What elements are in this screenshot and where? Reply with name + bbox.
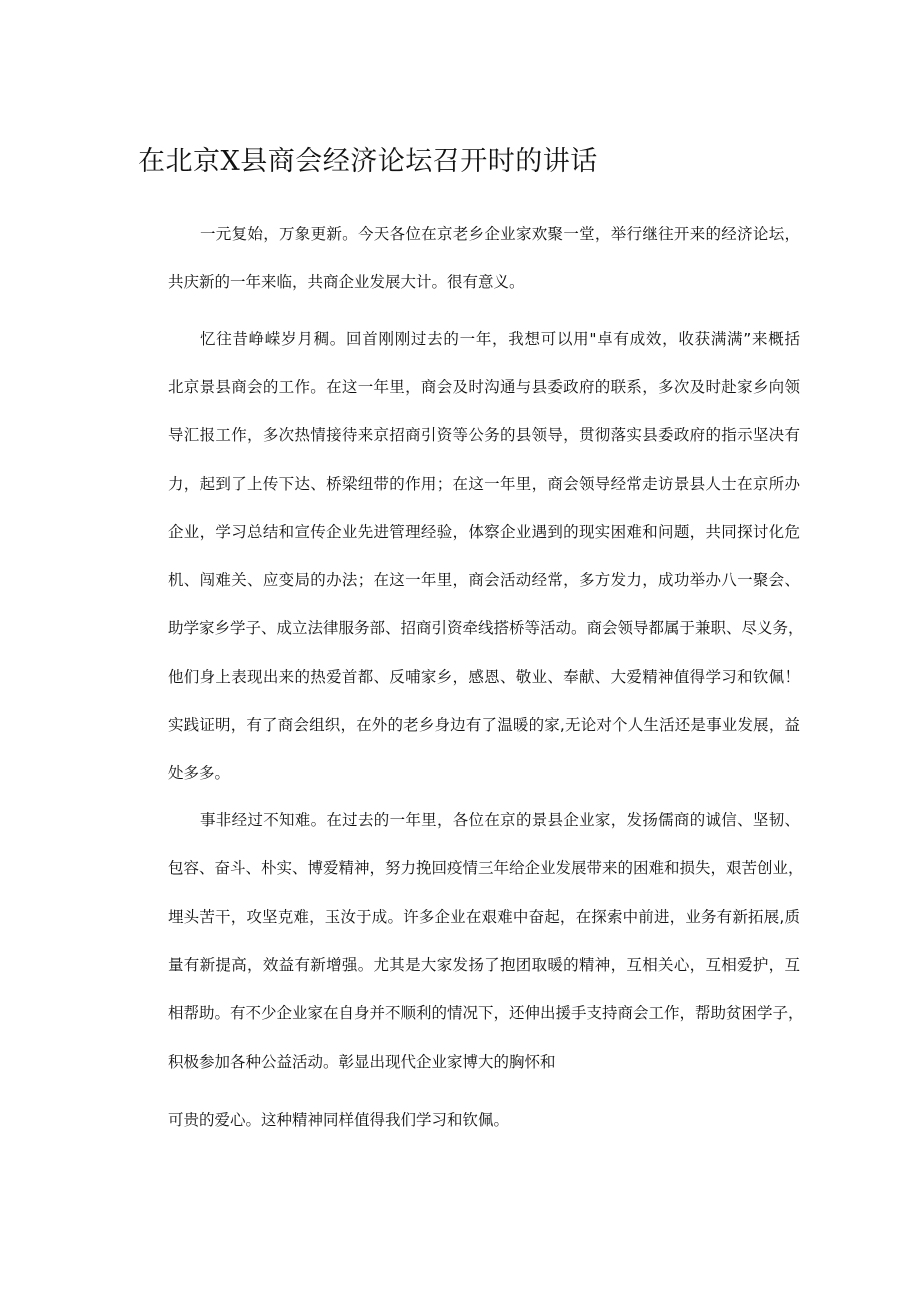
text-line: 可贵的爱心。这种精神同样值得我们学习和钦佩。 bbox=[168, 1111, 510, 1129]
text-line: 事非经过不知难。在过去的一年里，各位在京的景县企业家，发扬儒商的诚信、坚韧、 bbox=[200, 811, 800, 829]
text-line: 助学家乡学子、成立法律服务部、招商引资牵线搭桥等活动。商会领导都属于兼职、尽义务， bbox=[168, 619, 804, 637]
text-line: 机、闯难关、应变局的办法；在这一年里，商会活动经常，多方发力，成功举办八一聚会、 bbox=[168, 571, 800, 589]
text-line: 导汇报工作，多次热情接待来京招商引资等公务的县领导，贯彻落实县委政府的指示坚决有 bbox=[168, 426, 800, 444]
page-title: 在北京X县商会经济论坛召开时的讲话 bbox=[138, 146, 598, 177]
text-line: 处多多。 bbox=[168, 764, 231, 782]
text-line: 忆往昔峥嵘岁月稠。回首刚刚过去的一年，我想可以用"卓有成效，收获满满”来概括 bbox=[200, 330, 800, 348]
text-line: 相帮助。有不少企业家在自身并不顺利的情况下，还伸出援手支持商会工作，帮助贫困学子， bbox=[168, 1004, 804, 1022]
text-line: 他们身上表现出来的热爱首都、反哺家乡，感恩、敬业、奉献、大爱精神值得学习和钦佩！ bbox=[168, 668, 800, 686]
text-line: 力，起到了上传下达、桥梁纽带的作用；在这一年里，商会领导经常走访景县人士在京所办 bbox=[168, 475, 800, 493]
text-line: 一元复始，万象更新。今天各位在京老乡企业家欢聚一堂，举行继往开来的经济论坛， bbox=[200, 225, 800, 243]
text-line: 北京景县商会的工作。在这一年里，商会及时沟通与县委政府的联系，多次及时赴家乡向领 bbox=[168, 378, 800, 396]
text-line: 量有新提高，效益有新增强。尤其是大家发扬了抱团取暖的精神，互相关心，互相爱护，互 bbox=[168, 956, 800, 974]
text-line: 包容、奋斗、朴实、博爱精神，努力挽回疫情三年给企业发展带来的困难和损失，艰苦创业， bbox=[168, 859, 804, 877]
text-line: 企业，学习总结和宣传企业先进管理经验，体察企业遇到的现实困难和问题，共同探讨化危 bbox=[168, 523, 800, 541]
text-line: 实践证明，有了商会组织，在外的老乡身边有了温暖的家,无论对个人生活还是事业发展，益 bbox=[168, 716, 800, 734]
text-line: 共庆新的一年来临，共商企业发展大计。很有意义。 bbox=[168, 273, 525, 291]
text-line: 积极参加各种公益活动。彰显出现代企业家博大的胸怀和 bbox=[168, 1053, 556, 1071]
text-line: 埋头苦干，攻坚克难，玉汝于成。许多企业在艰难中奋起，在探索中前进，业务有新拓展,质 bbox=[168, 908, 800, 926]
